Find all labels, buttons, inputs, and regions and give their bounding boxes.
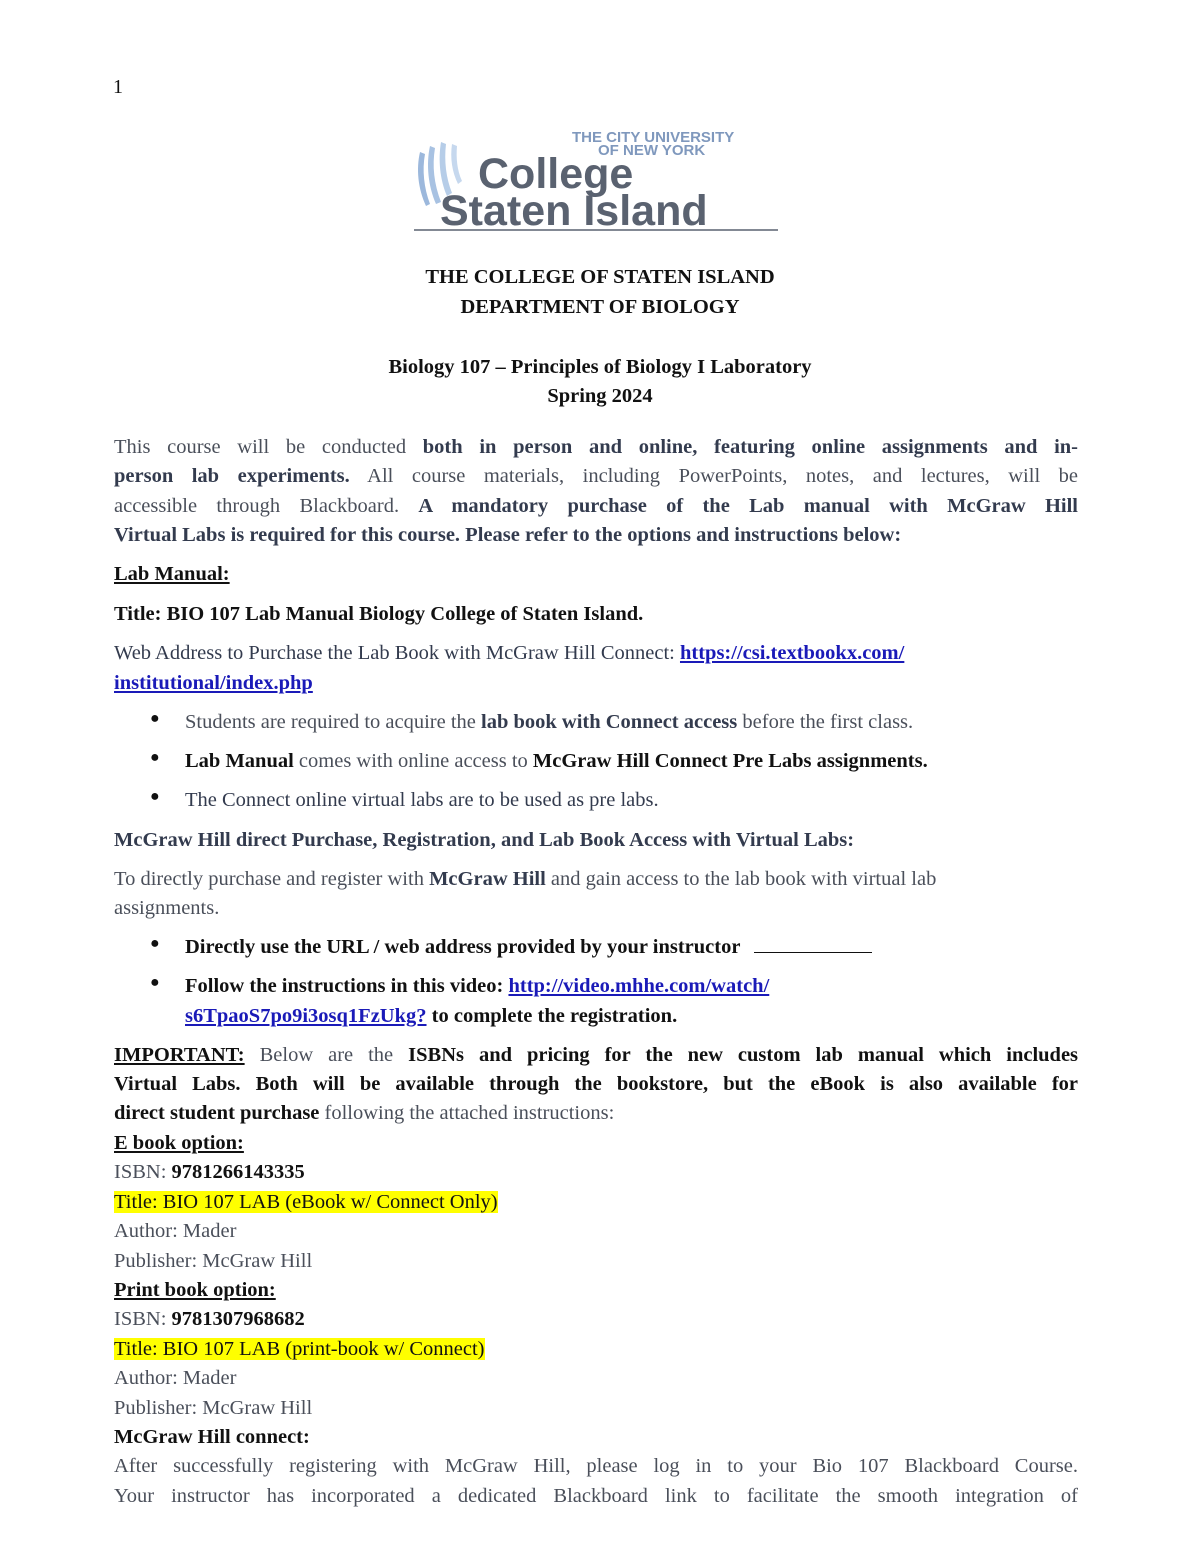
ebook-publisher: Publisher: McGraw Hill [114, 1250, 313, 1272]
video-url-link[interactable]: http://video.mhhe.com/watch/ [508, 975, 770, 997]
logo-college-word: College [478, 150, 634, 198]
ebook-author: Author: Mader [114, 1220, 237, 1242]
direct-bullet-1: Directly use the URL / web address provided by your instructor [185, 933, 872, 962]
intro-line-1: This course will be conducted both in person and online, featuring online assignments and in- [114, 436, 1079, 458]
bullet-icon: ● [150, 749, 160, 766]
institution-heading: THE COLLEGE OF STATEN ISLAND [425, 266, 775, 288]
lab-manual-bullet-1: Students are required to acquire the lab book with Connect access before the first class. [185, 711, 914, 733]
important-line-3: direct student purchase following the attached instructions: [114, 1102, 615, 1124]
important-line-2: Virtual Labs. Both will be available through the bookstore, but the eBook is also available for [114, 1073, 1078, 1095]
print-book-heading: Print book option: [114, 1279, 276, 1301]
lab-manual-bullet-3: The Connect online virtual labs are to be used as pre labs. [185, 789, 659, 811]
logo-staten-island: Staten Island [440, 187, 708, 232]
bullet-icon: ● [150, 935, 160, 952]
logo-cuny-line1: THE CITY UNIVERSITY [572, 129, 735, 146]
lab-manual-heading: Lab Manual: [114, 563, 230, 585]
ebook-title: Title: BIO 107 LAB (eBook w/ Connect Only) [114, 1191, 498, 1213]
intro-line-3: accessible through Blackboard. A mandatory purchase of the Lab manual with McGraw Hill [114, 495, 1078, 517]
direct-purchase-heading: McGraw Hill direct Purchase, Registration, and Lab Book Access with Virtual Labs: [114, 829, 855, 851]
lab-manual-bullet-2: Lab Manual comes with online access to McGraw Hill Connect Pre Labs assignments. [185, 750, 928, 772]
direct-purchase-line-2: assignments. [114, 897, 220, 919]
connect-line-1: After successfully registering with McGraw Hill, please log in to your Bio 107 Blackboard Course. [114, 1455, 1078, 1477]
print-book-title: Title: BIO 107 LAB (print-book w/ Connect) [114, 1338, 485, 1360]
term-label: Spring 2024 [547, 385, 653, 407]
print-book-author: Author: Mader [114, 1367, 237, 1389]
ebook-isbn: ISBN: 9781266143335 [114, 1161, 305, 1183]
lab-manual-title: Title: BIO 107 Lab Manual Biology College of Staten Island. [114, 603, 644, 625]
print-book-publisher: Publisher: McGraw Hill [114, 1397, 313, 1419]
connect-line-2: Your instructor has incorporated a dedicated Blackboard link to facilitate the smooth integration of [114, 1485, 1078, 1507]
intro-line-2: person lab experiments. All course materials, including PowerPoints, notes, and lectures, will be [114, 465, 1078, 487]
department-heading: DEPARTMENT OF BIOLOGY [460, 296, 740, 318]
ebook-heading: E book option: [114, 1132, 244, 1154]
important-line-1: IMPORTANT: Below are the ISBNs and pricing for the new custom lab manual which includes [114, 1044, 1079, 1066]
instructor-url-blank [754, 934, 872, 953]
logo-cuny-line2: OF NEW YORK [598, 142, 706, 159]
intro-line-4: Virtual Labs is required for this course. Please refer to the options and instructions below: [114, 524, 902, 546]
college-of-staten-island-logo [412, 124, 780, 232]
bullet-icon: ● [150, 710, 160, 727]
print-book-isbn: ISBN: 9781307968682 [114, 1308, 305, 1330]
lab-manual-web-address: Web Address to Purchase the Lab Book with McGraw Hill Connect: https://csi.textbookx.com/ [114, 642, 905, 664]
video-url-link-continued[interactable]: s6TpaoS7po9i3osq1FzUkg? [185, 1005, 427, 1027]
lab-manual-url-link[interactable]: https://csi.textbookx.com/ [679, 642, 905, 664]
course-title: Biology 107 – Principles of Biology I Laboratory [388, 356, 812, 378]
direct-bullet-2-continued: s6TpaoS7po9i3osq1FzUkg? to complete the registration. [185, 1005, 678, 1027]
bullet-icon: ● [150, 788, 160, 805]
bullet-icon: ● [150, 974, 160, 991]
lab-manual-url-line-2 [114, 669, 313, 698]
lab-manual-url-link-continued[interactable]: institutional/index.php [114, 672, 313, 694]
page-number: 1 [113, 76, 123, 98]
connect-heading: McGraw Hill connect: [114, 1426, 310, 1448]
direct-bullet-2: Follow the instructions in this video: http://video.mhhe.com/watch/ [185, 975, 770, 997]
direct-purchase-line-1: To directly purchase and register with McGraw Hill and gain access to the lab book with virtual lab [114, 868, 937, 890]
